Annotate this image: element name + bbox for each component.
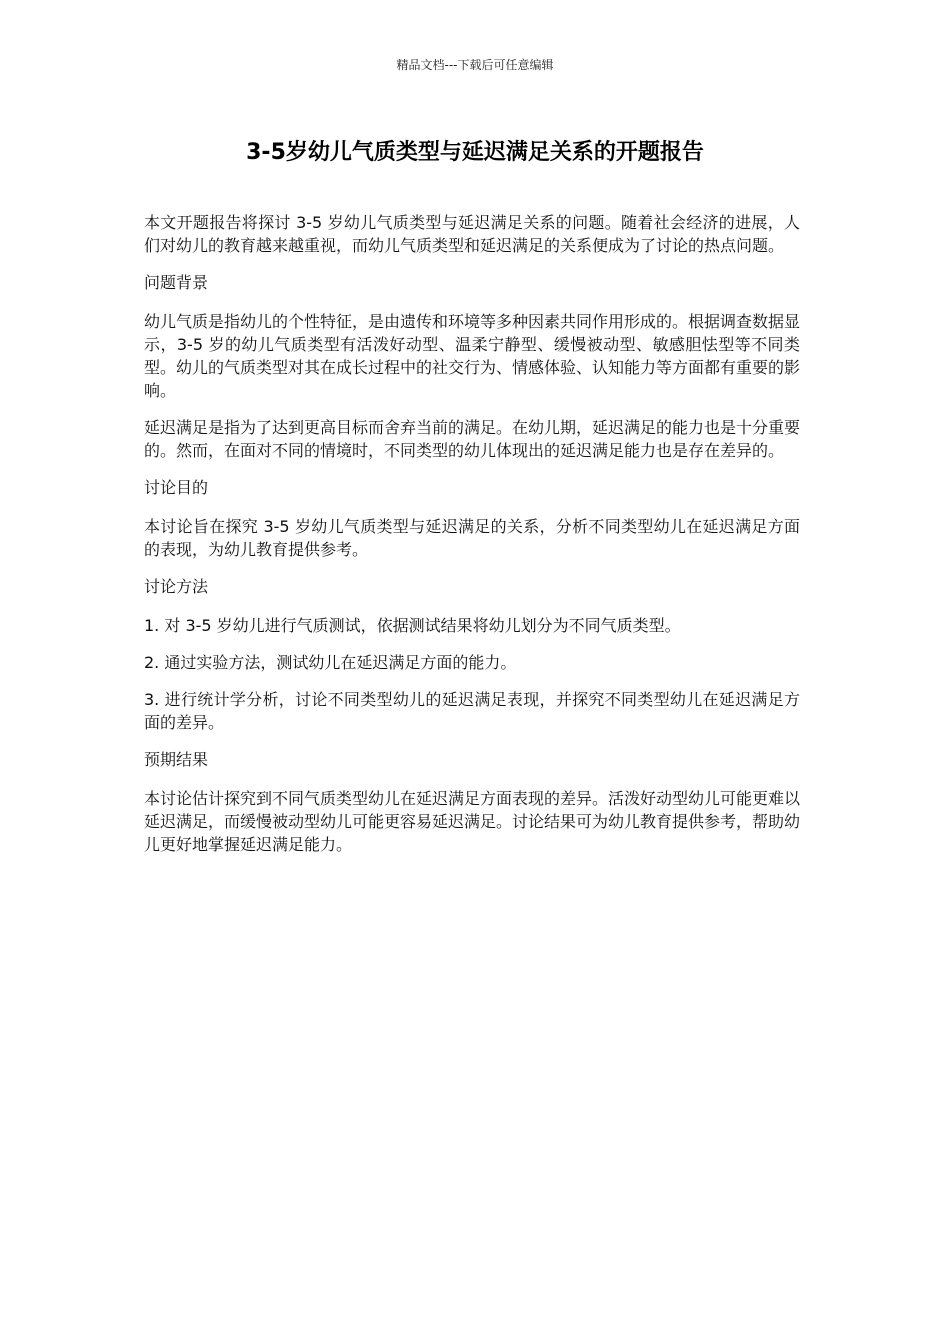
section-heading-purpose: 讨论目的 <box>144 478 209 497</box>
section-heading-background: 问题背景 <box>144 273 209 292</box>
method-item-3: 3. 进行统计学分析，讨论不同类型幼儿的延迟满足表现，并探究不同类型幼儿在延迟满足方面的差异。 <box>144 690 800 732</box>
method-item-1: 1. 对 3-5 岁幼儿进行气质测试，依据测试结果将幼儿划分为不同气质类型。 <box>144 616 681 635</box>
background-paragraph-1: 幼儿气质是指幼儿的个性特征，是由遗传和环境等多种因素共同作用形成的。根据调查数据显示，3-5 岁的幼儿气质类型有活泼好动型、温柔宁静型、缓慢被动型、敏感胆怯型等不同类型。幼儿的气质类型对其在成长过程中的社交行为、情感体验、认知能力等方面都有重要的影响。 <box>144 312 801 400</box>
results-paragraph: 本讨论估计探究到不同气质类型幼儿在延迟满足方面表现的差异。活泼好动型幼儿可能更难以延迟满足，而缓慢被动型幼儿可能更容易延迟满足。讨论结果可为幼儿教育提供参考，帮助幼儿更好地掌握延迟满足能力。 <box>144 789 801 854</box>
section-heading-results: 预期结果 <box>144 750 209 769</box>
background-paragraph-2: 延迟满足是指为了达到更高目标而舍弃当前的满足。在幼儿期，延迟满足的能力也是十分重要的。然而，在面对不同的情境时，不同类型的幼儿体现出的延迟满足能力也是存在差异的。 <box>144 418 801 460</box>
document-title: 3-5岁幼儿气质类型与延迟满足关系的开题报告 <box>246 140 704 165</box>
header-note: 精品文档---下载后可任意编辑 <box>396 58 554 72</box>
purpose-paragraph: 本讨论旨在探究 3-5 岁幼儿气质类型与延迟满足的关系，分析不同类型幼儿在延迟满足方面的表现，为幼儿教育提供参考。 <box>144 517 800 559</box>
method-item-2: 2. 通过实验方法，测试幼儿在延迟满足方面的能力。 <box>144 653 517 672</box>
section-heading-methods: 讨论方法 <box>144 577 209 596</box>
intro-paragraph: 本文开题报告将探讨 3-5 岁幼儿气质类型与延迟满足关系的问题。随着社会经济的进展，人们对幼儿的教育越来越重视，而幼儿气质类型和延迟满足的关系便成为了讨论的热点问题。 <box>144 213 800 255</box>
document-body <box>144 211 800 870</box>
